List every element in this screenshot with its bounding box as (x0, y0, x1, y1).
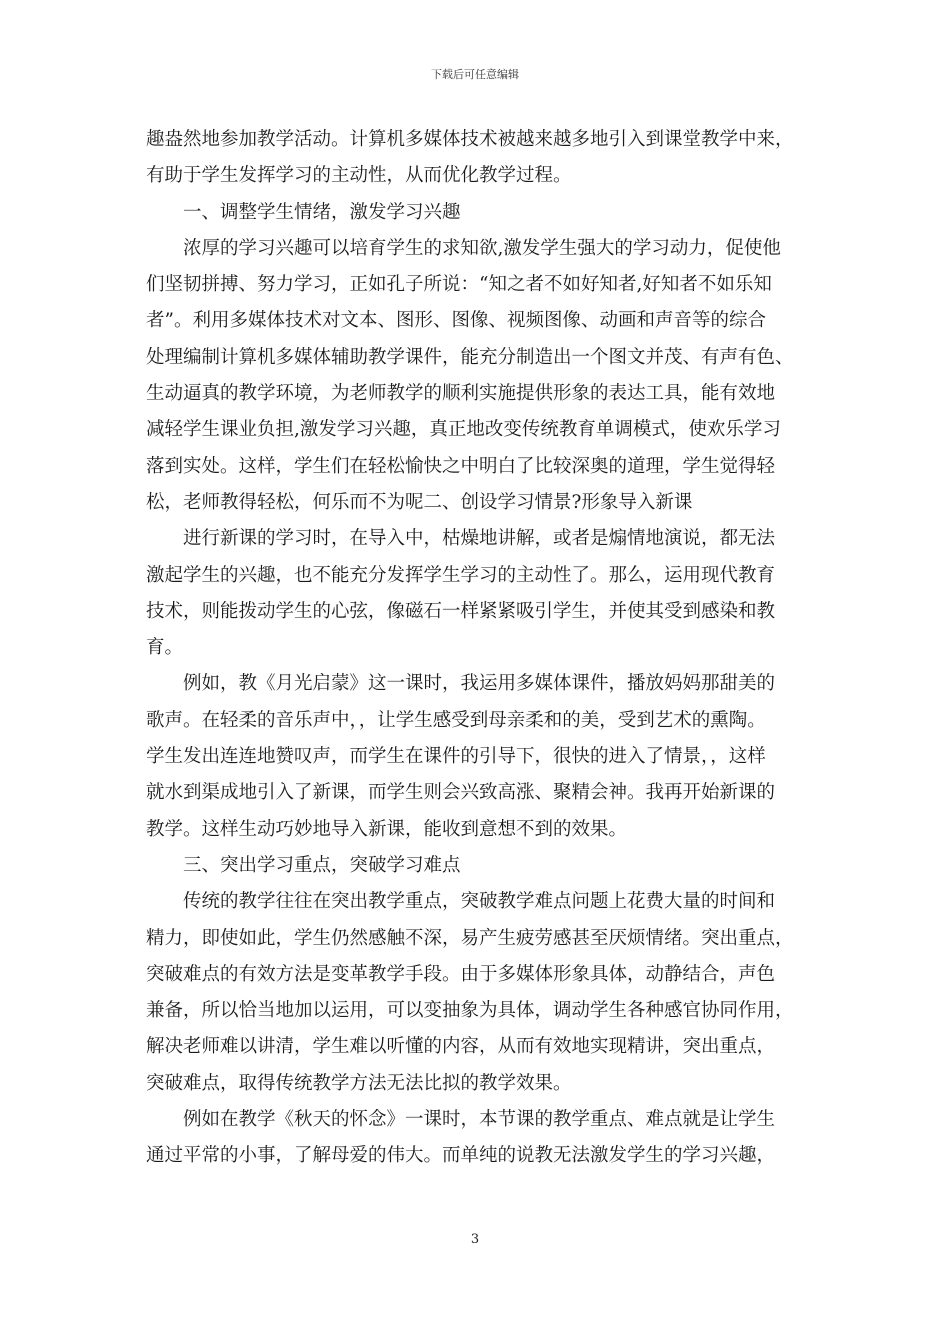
text-line: 三、突出学习重点，突破学习难点 (183, 854, 461, 876)
text-line: 学生发出连连地赞叹声，而学生在课件的引导下，很快的进入了情景，，这样 (146, 746, 766, 768)
text-line: 例如，教《月光启蒙》这一课时，我运用多媒体课件，播放妈妈那甜美的 (183, 673, 776, 695)
text-line: 一、调整学生情绪，激发学习兴趣 (183, 201, 461, 223)
text-line: 突破难点，取得传统教学方法无法比拟的教学效果。 (146, 1072, 572, 1094)
text-line: 歌声。在轻柔的音乐声中，，让学生感受到母亲柔和的美，受到艺术的熏陶。 (146, 709, 766, 731)
text-line: 们坚韧拼搏、努力学习，正如孔子所说：“知之者不如好知者,好知者不如乐知 (146, 274, 772, 296)
text-line: 教学。这样生动巧妙地导入新课，能收到意想不到的效果。 (146, 818, 628, 840)
text-line: 生动逼真的教学环境，为老师教学的顺利实施提供形象的表达工具，能有效地 (146, 383, 776, 405)
text-line: 例如在教学《秋天的怀念》一课时，本节课的教学重点、难点就是让学生 (183, 1109, 776, 1131)
text-line: 育。 (146, 637, 184, 659)
document-body (146, 122, 812, 1175)
text-line: 兼备，所以恰当地加以运用，可以变抽象为具体，调动学生各种感官协同作用， (146, 1000, 794, 1022)
text-line: 激起学生的兴趣，也不能充分发挥学生学习的主动性了。那么，运用现代教育 (146, 564, 776, 586)
text-line: 落到实处。这样，学生们在轻松愉快之中明白了比较深奥的道理，学生觉得轻 (146, 455, 776, 477)
text-line: 者”。利用多媒体技术对文本、图形、图像、视频图像、动画和声音等的综合 (146, 310, 766, 332)
page-header: 下载后可任意编辑 (431, 68, 519, 81)
text-line: 解决老师难以讲清，学生难以听懂的内容，从而有效地实现精讲，突出重点， (146, 1036, 776, 1058)
text-line: 趣盎然地参加教学活动。计算机多媒体技术被越来越多地引入到课堂教学中来， (146, 129, 794, 150)
text-line: 松，老师教得轻松，何乐而不为呢二、创设学习情景?形象导入新课 (146, 491, 693, 513)
text-line: 突破难点的有效方法是变革教学手段。由于多媒体形象具体，动静结合，声色 (146, 963, 776, 985)
text-line: 精力，即使如此，学生仍然感触不深，易产生疲劳感甚至厌烦情绪。突出重点， (146, 927, 794, 949)
text-line: 传统的教学往往在突出教学重点，突破教学难点问题上花费大量的时间和 (183, 891, 776, 913)
text-line: 进行新课的学习时，在导入中，枯燥地讲解，或者是煽情地演说，都无法 (183, 528, 776, 550)
text-line: 有助于学生发挥学习的主动性，从而优化教学过程。 (146, 165, 572, 187)
page-number: 3 (470, 1232, 480, 1247)
text-line: 就水到渠成地引入了新课，而学生则会兴致高涨、聚精会神。我再开始新课的 (146, 782, 776, 804)
text-line: 浓厚的学习兴趣可以培育学生的求知欲,激发学生强大的学习动力，促使他 (183, 237, 781, 259)
text-line: 减轻学生课业负担,激发学习兴趣，真正地改变传统教育单调模式，使欢乐学习 (146, 419, 781, 441)
text-line: 技术，则能拨动学生的心弦，像磁石一样紧紧吸引学生，并使其受到感染和教 (146, 600, 776, 622)
text-line: 通过平常的小事，了解母爱的伟大。而单纯的说教无法激发学生的学习兴趣， (146, 1145, 776, 1167)
text-line: 处理编制计算机多媒体辅助教学课件，能充分制造出一个图文并茂、有声有色、 (146, 346, 794, 368)
